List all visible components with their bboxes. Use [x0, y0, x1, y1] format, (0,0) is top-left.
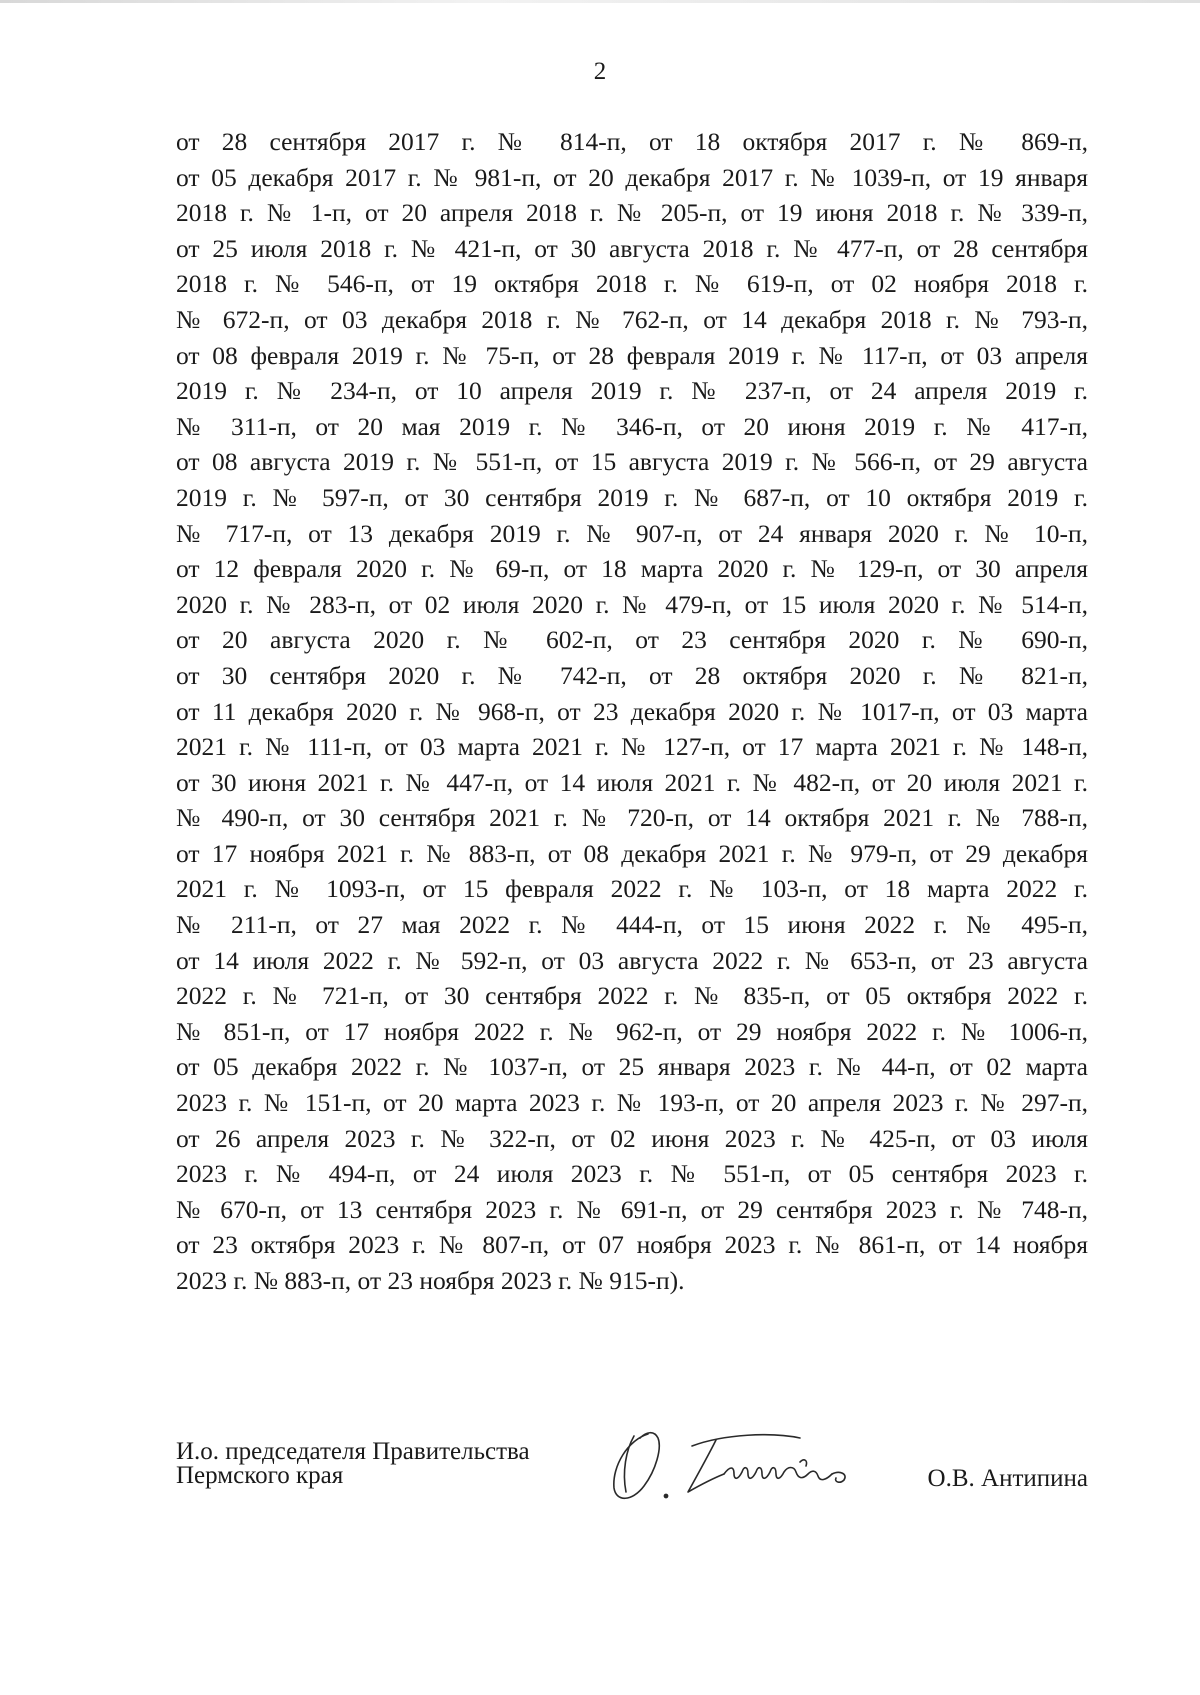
page-number: 2 [593, 58, 607, 85]
body-line: от 28 сентября 2017 г. № 814-п, от 18 октября 2017 г. № 869-п, [176, 127, 1088, 156]
body-line: № 851-п, от 17 ноября 2022 г. № 962-п, от 29 ноября 2022 г. № 1006-п, [176, 1016, 1088, 1046]
body-line: от 14 июля 2022 г. № 592-п, от 03 августа 2022 г. № 653-п, от 23 августа [176, 945, 1088, 975]
body-line: № 670-п, от 13 сентября 2023 г. № 691-п, от 29 сентября 2023 г. № 748-п, [176, 1194, 1088, 1224]
body-line: 2019 г. № 234-п, от 10 апреля 2019 г. № 237-п, от 24 апреля 2019 г. [176, 376, 1088, 406]
body-line: 2019 г. № 597-п, от 30 сентября 2019 г. № 687-п, от 10 октября 2019 г. [176, 482, 1088, 512]
body-line: от 26 апреля 2023 г. № 322-п, от 02 июня 2023 г. № 425-п, от 03 июля [176, 1123, 1088, 1153]
scan-edge [0, 0, 1200, 3]
body-line: 2021 г. № 1093-п, от 15 февраля 2022 г. № 103-п, от 18 марта 2022 г. [176, 874, 1088, 904]
body-line: от 20 августа 2020 г. № 602-п, от 23 сентября 2020 г. № 690-п, [176, 625, 1088, 655]
body-line: от 30 сентября 2020 г. № 742-п, от 28 октября 2020 г. № 821-п, [176, 660, 1088, 690]
body-line: № 672-п, от 03 декабря 2018 г. № 762-п, от 14 декабря 2018 г. № 793-п, [176, 304, 1088, 334]
body-line: 2023 г. № 494-п, от 24 июля 2023 г. № 551-п, от 05 сентября 2023 г. [176, 1159, 1088, 1189]
body-line: № 490-п, от 30 сентября 2021 г. № 720-п, от 14 октября 2021 г. № 788-п, [176, 803, 1088, 833]
body-line: № 211-п, от 27 мая 2022 г. № 444-п, от 15 июня 2022 г. № 495-п, [176, 910, 1088, 940]
body-line: № 311-п, от 20 мая 2019 г. № 346-п, от 20 июня 2019 г. № 417-п, [176, 411, 1088, 441]
body-line: 2023 г. № 883-п, от 23 ноября 2023 г. № 915-п). [176, 1266, 685, 1295]
body-line: 2022 г. № 721-п, от 30 сентября 2022 г. № 835-п, от 05 октября 2022 г. [176, 981, 1088, 1011]
body-line: от 08 февраля 2019 г. № 75-п, от 28 февраля 2019 г. № 117-п, от 03 апреля [176, 340, 1088, 370]
body-line: от 05 декабря 2017 г. № 981-п, от 20 декабря 2017 г. № 1039-п, от 19 января [176, 162, 1088, 192]
body-line: 2021 г. № 111-п, от 03 марта 2021 г. № 127-п, от 17 марта 2021 г. № 148-п, [176, 732, 1088, 762]
body-line: от 30 июня 2021 г. № 447-п, от 14 июля 2021 г. № 482-п, от 20 июля 2021 г. [176, 767, 1088, 797]
signer-title-line-1: И.о. председателя Правительства [176, 1438, 530, 1465]
body-line: № 717-п, от 13 декабря 2019 г. № 907-п, от 24 января 2020 г. № 10-п, [176, 518, 1088, 548]
signer-title [176, 1440, 530, 1488]
body-line: 2018 г. № 1-п, от 20 апреля 2018 г. № 205-п, от 19 июня 2018 г. № 339-п, [176, 198, 1088, 228]
body-line: от 05 декабря 2022 г. № 1037-п, от 25 января 2023 г. № 44-п, от 02 марта [176, 1052, 1088, 1082]
body-line: от 23 октября 2023 г. № 807-п, от 07 ноября 2023 г. № 861-п, от 14 ноября [176, 1230, 1088, 1260]
body-line: от 17 ноября 2021 г. № 883-п, от 08 декабря 2021 г. № 979-п, от 29 декабря [176, 838, 1088, 868]
body-line: 2020 г. № 283-п, от 02 июля 2020 г. № 479-п, от 15 июля 2020 г. № 514-п, [176, 589, 1088, 619]
body-line: 2018 г. № 546-п, от 19 октября 2018 г. № 619-п, от 02 ноября 2018 г. [176, 269, 1088, 299]
body-line: от 25 июля 2018 г. № 421-п, от 30 августа 2018 г. № 477-п, от 28 сентября [176, 233, 1088, 263]
signer-name: О.В. Антипина [927, 1465, 1088, 1492]
body-line: от 12 февраля 2020 г. № 69-п, от 18 марта 2020 г. № 129-п, от 30 апреля [176, 554, 1088, 584]
handwritten-signature-icon [604, 1422, 904, 1506]
signature-block [176, 1440, 1088, 1530]
body-text [176, 124, 1088, 1299]
body-line: 2023 г. № 151-п, от 20 марта 2023 г. № 193-п, от 20 апреля 2023 г. № 297-п, [176, 1088, 1088, 1118]
body-line: от 11 декабря 2020 г. № 968-п, от 23 декабря 2020 г. № 1017-п, от 03 марта [176, 696, 1088, 726]
signer-title-line-2: Пермского края [176, 1462, 344, 1489]
body-line: от 08 августа 2019 г. № 551-п, от 15 августа 2019 г. № 566-п, от 29 августа [176, 447, 1088, 477]
